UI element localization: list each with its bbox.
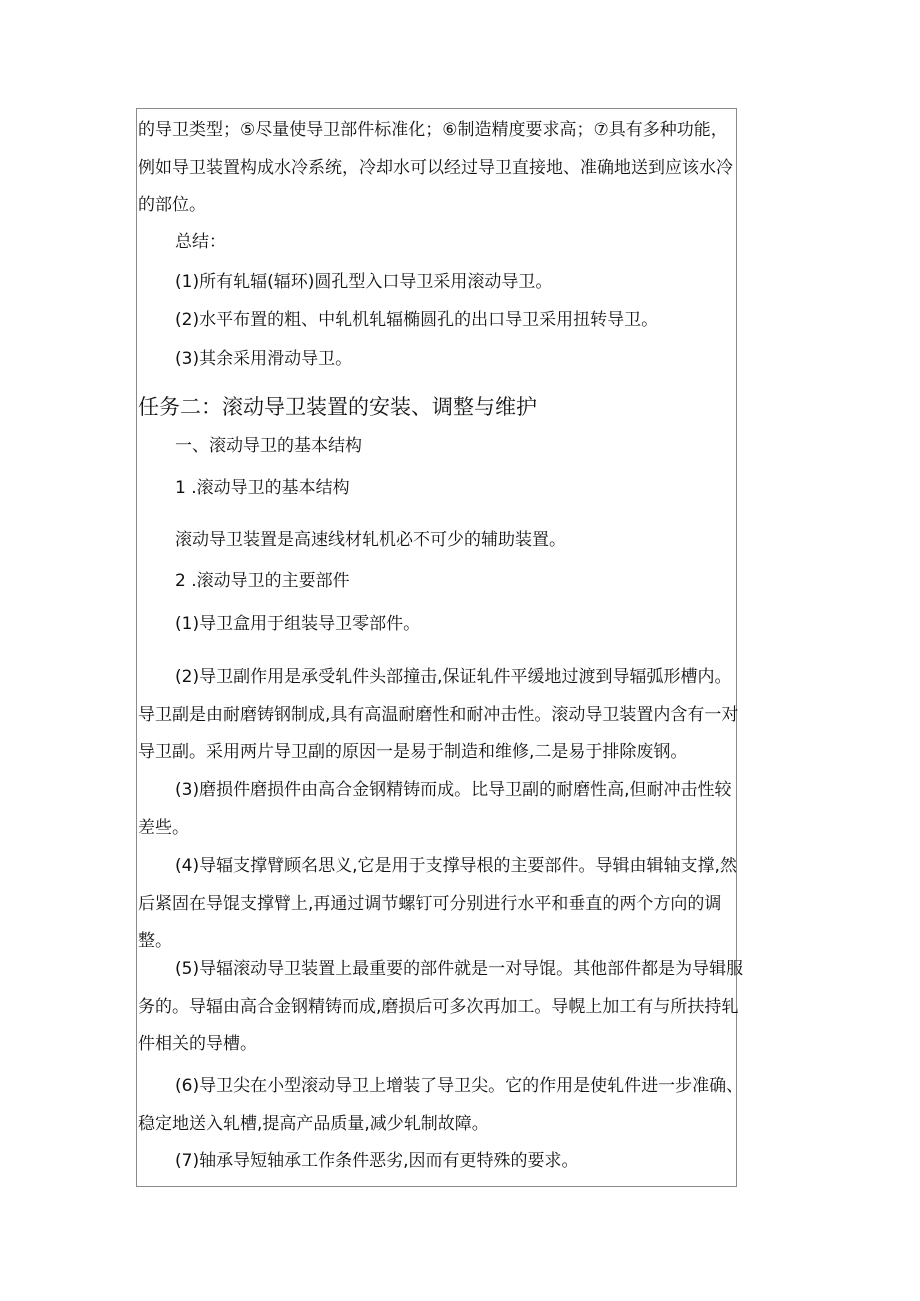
summary-item-2: (2)水平布置的粗、中轧机轧辐椭圆孔的出口导卫采用扭转导卫。 <box>175 310 659 330</box>
text-line: 务的。导辐由高合金钢精铸而成,磨损后可多次再加工。导幌上加工有与所扶持轧 <box>138 996 739 1017</box>
text-line: 差些。 <box>138 817 189 838</box>
text-line: (3)磨损件磨损件由高合金钢精铸而成。比导卫副的耐磨性高,但耐冲击性较 <box>175 780 732 800</box>
subheading: 一、滚动导卫的基本结构 <box>175 436 362 456</box>
subheading-2: 2 .滚动导卫的主要部件 <box>175 571 350 591</box>
text-line: 的部位。 <box>138 195 206 215</box>
text-line: (6)导卫尖在小型滚动导卫上增装了导卫尖。它的作用是使轧件进一步准确、 <box>175 1076 744 1096</box>
part-item-7: (7)轴承导短轴承工作条件恶劣,因而有更特殊的要求。 <box>175 1151 579 1171</box>
text-line: (4)导辐支撑臂顾名思义,它是用于支撑导根的主要部件。导辑由辑轴支撑,然 <box>175 856 737 876</box>
text-line: 例如导卫装置构成水冷系统，冷却水可以经过导卫直接地、准确地送到应该水冷 <box>138 157 733 178</box>
part-item-4 <box>138 848 738 961</box>
paragraph-guide-features <box>138 112 738 225</box>
summary-label: 总结： <box>175 232 226 252</box>
part-item-6 <box>138 1068 744 1143</box>
text-line: 稳定地送入轧槽,提高产品质量,减少轧制故障。 <box>138 1113 489 1134</box>
text-line: (2)导卫副作用是承受轧件头部撞击,保证轧件平缓地过渡到导辐弧形槽内。 <box>175 667 732 687</box>
part-item-1: (1)导卫盒用于组装导卫零部件。 <box>175 614 421 634</box>
text-line: 的导卫类型；⑤尽量使导卫部件标准化；⑥制造精度要求高；⑦具有多种功能， <box>138 120 728 140</box>
text-line: 整。 <box>138 931 172 951</box>
text-line: 导卫副。采用两片导卫副的原因一是易于制造和维修,二是易于排除废钢。 <box>138 742 688 762</box>
text-line: 导卫副是由耐磨铸钢制成,具有高温耐磨性和耐冲击性。滚动导卫装置内含有一对 <box>138 704 739 725</box>
subheading-1: 1 .滚动导卫的基本结构 <box>175 478 350 498</box>
summary-item-1: (1)所有轧辐(辐环)圆孔型入口导卫采用滚动导卫。 <box>175 272 553 292</box>
part-item-3 <box>138 772 738 847</box>
text-line: 后紧固在导馄支撑臂上,再通过调节螺钉可分别进行水平和垂直的两个方向的调 <box>138 893 722 914</box>
section-heading: 任务二：滚动导卫装置的安装、调整与维护 <box>138 395 537 419</box>
text-line: (5)导辐滚动导卫装置上最重要的部件就是一对导馄。其他部件都是为导辑服 <box>175 959 744 979</box>
paragraph: 滚动导卫装置是高速线材轧机必不可少的辅助装置。 <box>175 530 566 550</box>
summary-item-3: (3)其余采用滑动导卫。 <box>175 349 353 369</box>
text-line: 件相关的导槽。 <box>138 1034 257 1054</box>
part-item-5 <box>138 951 744 1064</box>
part-item-2 <box>138 659 738 772</box>
